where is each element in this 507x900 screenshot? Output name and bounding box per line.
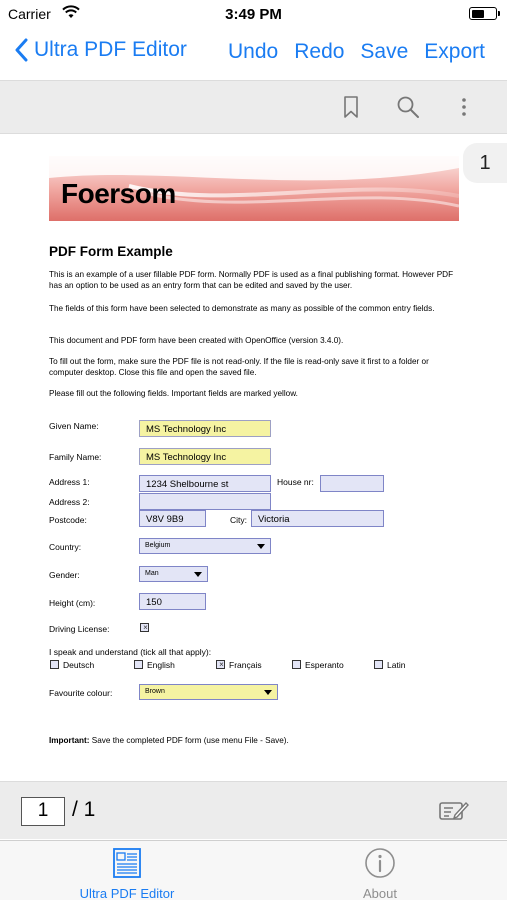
height-label: Height (cm):: [49, 598, 96, 608]
country-select[interactable]: [139, 538, 271, 554]
chevron-left-icon: [14, 38, 28, 62]
page-number-badge: 1: [463, 143, 507, 183]
language-checkbox-label: Latin: [387, 660, 406, 670]
search-icon[interactable]: [396, 95, 420, 119]
city-field[interactable]: Victoria: [251, 510, 384, 527]
language-checkbox[interactable]: [50, 660, 59, 669]
height-field[interactable]: 150: [139, 593, 206, 610]
gender-select-value: Man: [145, 570, 159, 577]
dropdown-caret-icon: [257, 544, 265, 549]
dropdown-caret-icon: [264, 690, 272, 695]
document-icon: [111, 847, 143, 879]
bookmark-icon[interactable]: [339, 95, 363, 119]
country-label: Country:: [49, 542, 82, 552]
address2-label: Address 2:: [49, 497, 90, 507]
pdf-title: PDF Form Example: [49, 244, 173, 259]
dropdown-caret-icon: [194, 572, 202, 577]
tab-ultra-pdf-editor[interactable]: [42, 847, 212, 900]
checkmark-icon: ×: [219, 660, 224, 669]
language-checkbox[interactable]: [216, 660, 225, 669]
pdf-page[interactable]: [0, 135, 507, 780]
undo-button[interactable]: Undo: [228, 40, 279, 63]
document-toolbar: [0, 80, 507, 134]
languages-label: I speak and understand (tick all that apply):: [49, 647, 212, 657]
nav-actions: [228, 40, 485, 64]
important-note: [49, 735, 459, 746]
country-select-value: Belgium: [145, 542, 171, 549]
colour-label: Favourite colour:: [49, 688, 113, 698]
driving-license-checkbox[interactable]: ×: [140, 623, 149, 632]
address1-label: Address 1:: [49, 477, 90, 487]
fill-paragraph: Please fill out the following fields. Important fields are marked yellow.: [49, 389, 298, 398]
page-total: / 1: [72, 798, 96, 821]
redo-button[interactable]: Redo: [294, 40, 345, 63]
postcode-label: Postcode:: [49, 515, 87, 525]
gender-label: Gender:: [49, 570, 80, 580]
address2-field[interactable]: [139, 493, 271, 510]
more-vertical-icon[interactable]: [452, 95, 476, 119]
tab-label-about: About: [363, 886, 397, 900]
language-checkbox-label: Deutsch: [63, 660, 95, 670]
navigation-bar: [0, 28, 507, 78]
page-navigation-bar: [0, 781, 507, 839]
intro-paragraph: This is an example of a user fillable PDF form. Normally PDF is used as a final publishing format. However PDF has an option to be used as an entry form that can be edited and saved by the user.: [49, 270, 454, 290]
carrier-label: Carrier: [8, 6, 51, 22]
tab-about[interactable]: [295, 847, 465, 900]
house-nr-label: House nr:: [277, 477, 314, 487]
colour-select-value: Brown: [145, 688, 165, 695]
family-name-field[interactable]: MS Technology Inc: [139, 448, 271, 465]
given-name-field[interactable]: MS Technology Inc: [139, 420, 271, 437]
postcode-field[interactable]: V8V 9B9: [139, 510, 206, 527]
readonly-paragraph: To fill out the form, make sure the PDF file is not read-only. If the file is read-only save it first to a folder or computer desktop. Close this file and open the saved file.: [49, 357, 429, 377]
info-icon: [364, 847, 396, 879]
tab-label-ultra-pdf-editor: Ultra PDF Editor: [79, 886, 175, 900]
openoffice-paragraph: This document and PDF form have been created with OpenOffice (version 3.4.0).: [49, 336, 344, 345]
language-checkbox[interactable]: [292, 660, 301, 669]
tab-bar: [0, 840, 507, 900]
edit-annotate-icon[interactable]: [439, 799, 469, 823]
save-button[interactable]: Save: [360, 40, 409, 63]
language-checkbox-label: Esperanto: [305, 660, 344, 670]
clock: 3:49 PM: [225, 6, 282, 23]
colour-select[interactable]: [139, 684, 278, 700]
fields-paragraph: The fields of this form have been selected to demonstrate as many as possible of the common entry fields.: [49, 304, 435, 313]
export-button[interactable]: Export: [424, 40, 485, 63]
family-name-label: Family Name:: [49, 452, 102, 462]
back-button[interactable]: [14, 38, 187, 62]
language-checkbox-label: English: [147, 660, 175, 670]
house-nr-field[interactable]: [320, 475, 384, 492]
status-bar: [0, 0, 507, 28]
banner-logo-image: [49, 156, 459, 221]
gender-select[interactable]: [139, 566, 208, 582]
back-button-label: Ultra PDF Editor: [34, 38, 187, 61]
important-bold: Important:: [49, 736, 90, 745]
language-checkbox[interactable]: [374, 660, 383, 669]
foersom-logo-text: Foersom: [61, 178, 176, 209]
given-name-label: Given Name:: [49, 421, 99, 431]
driving-license-label: Driving License:: [49, 624, 110, 634]
language-checkbox[interactable]: [134, 660, 143, 669]
important-text: Save the completed PDF form (use menu File - Save).: [89, 736, 289, 745]
language-checkbox-label: Français: [229, 660, 262, 670]
page-number-input[interactable]: 1: [21, 797, 65, 826]
address1-field[interactable]: 1234 Shelbourne st: [139, 475, 271, 492]
battery-icon: [469, 7, 497, 20]
city-label: City:: [230, 515, 247, 525]
